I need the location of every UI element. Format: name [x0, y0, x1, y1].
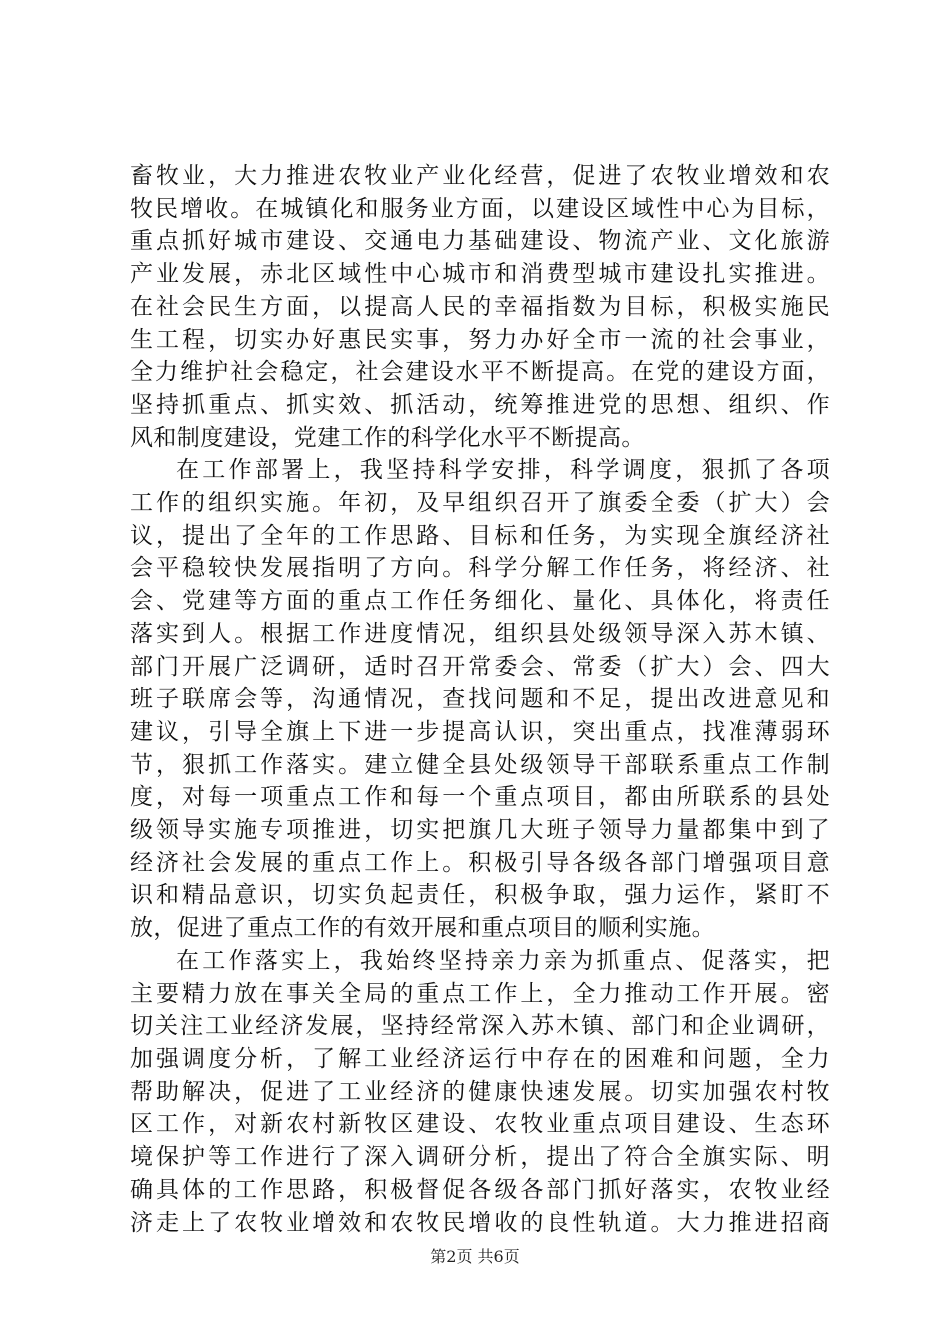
- text-line: 部门开展广泛调研，适时召开常委会、常委（扩大）会、四大: [130, 653, 830, 680]
- paragraph: [130, 160, 830, 454]
- text-line: 班子联席会等，沟通情况，查找问题和不足，提出改进意见和: [130, 686, 830, 713]
- document-body: [130, 160, 830, 1239]
- text-line: 生工程，切实办好惠民实事，努力办好全市一流的社会事业，: [130, 326, 830, 353]
- text-line: 在社会民生方面，以提高人民的幸福指数为目标，积极实施民: [130, 293, 830, 320]
- text-line: 帮助解决，促进了工业经济的健康快速发展。切实加强农村牧: [130, 1078, 830, 1105]
- text-line: 经济社会发展的重点工作上。积极引导各级各部门增强项目意: [130, 849, 830, 876]
- paragraph: [130, 454, 830, 945]
- text-line: 会平稳较快发展指明了方向。科学分解工作任务，将经济、社: [130, 555, 830, 582]
- text-line: 在工作落实上，我始终坚持亲力亲为抓重点、促落实，把: [176, 947, 830, 974]
- text-line: 放，促进了重点工作的有效开展和重点项目的顺利实施。: [130, 915, 715, 942]
- text-line: 加强调度分析，了解工业经济运行中存在的困难和问题，全力: [130, 1045, 830, 1072]
- text-line: 主要精力放在事关全局的重点工作上，全力推动工作开展。密: [130, 980, 830, 1007]
- text-line: 级领导实施专项推进，切实把旗几大班子领导力量都集中到了: [130, 817, 830, 844]
- text-line: 会、党建等方面的重点工作任务细化、量化、具体化，将责任: [130, 588, 830, 615]
- text-line: 产业发展，赤北区域性中心城市和消费型城市建设扎实推进。: [130, 261, 830, 288]
- paragraph: [130, 945, 830, 1239]
- text-line: 工作的组织实施。年初，及早组织召开了旗委全委（扩大）会: [130, 490, 830, 517]
- text-line: 坚持抓重点、抓实效、抓活动，统筹推进党的思想、组织、作: [130, 391, 830, 418]
- text-line: 切关注工业经济发展，坚持经常深入苏木镇、部门和企业调研，: [130, 1013, 830, 1040]
- text-line: 议，提出了全年的工作思路、目标和任务，为实现全旗经济社: [130, 522, 830, 549]
- text-line: 风和制度建设，党建工作的科学化水平不断提高。: [130, 424, 645, 451]
- text-line: 确具体的工作思路，积极督促各级各部门抓好落实，农牧业经: [130, 1176, 830, 1203]
- page-number-footer: 第2页 共6页: [430, 1247, 520, 1266]
- text-line: 境保护等工作进行了深入调研分析，提出了符合全旗实际、明: [130, 1144, 830, 1171]
- text-line: 区工作，对新农村新牧区建设、农牧业重点项目建设、生态环: [130, 1111, 830, 1138]
- text-line: 牧民增收。在城镇化和服务业方面，以建设区域性中心为目标，: [130, 195, 830, 222]
- text-line: 度，对每一项重点工作和每一个重点项目，都由所联系的县处: [130, 784, 830, 811]
- text-line: 全力维护社会稳定，社会建设水平不断提高。在党的建设方面，: [130, 359, 830, 386]
- text-line: 落实到人。根据工作进度情况，组织县处级领导深入苏木镇、: [130, 620, 830, 647]
- text-line: 在工作部署上，我坚持科学安排，科学调度，狠抓了各项: [176, 457, 830, 484]
- text-line: 济走上了农牧业增效和农牧民增收的良性轨道。大力推进招商: [130, 1209, 830, 1236]
- text-line: 节，狠抓工作落实。建立健全县处级领导干部联系重点工作制: [130, 751, 830, 778]
- text-line: 识和精品意识，切实负起责任，积极争取，强力运作，紧盯不: [130, 882, 830, 909]
- text-line: 建议，引导全旗上下进一步提高认识，突出重点，找准薄弱环: [130, 718, 830, 745]
- text-line: 重点抓好城市建设、交通电力基础建设、物流产业、文化旅游: [130, 228, 830, 255]
- text-line: 畜牧业，大力推进农牧业产业化经营，促进了农牧业增效和农: [130, 163, 830, 189]
